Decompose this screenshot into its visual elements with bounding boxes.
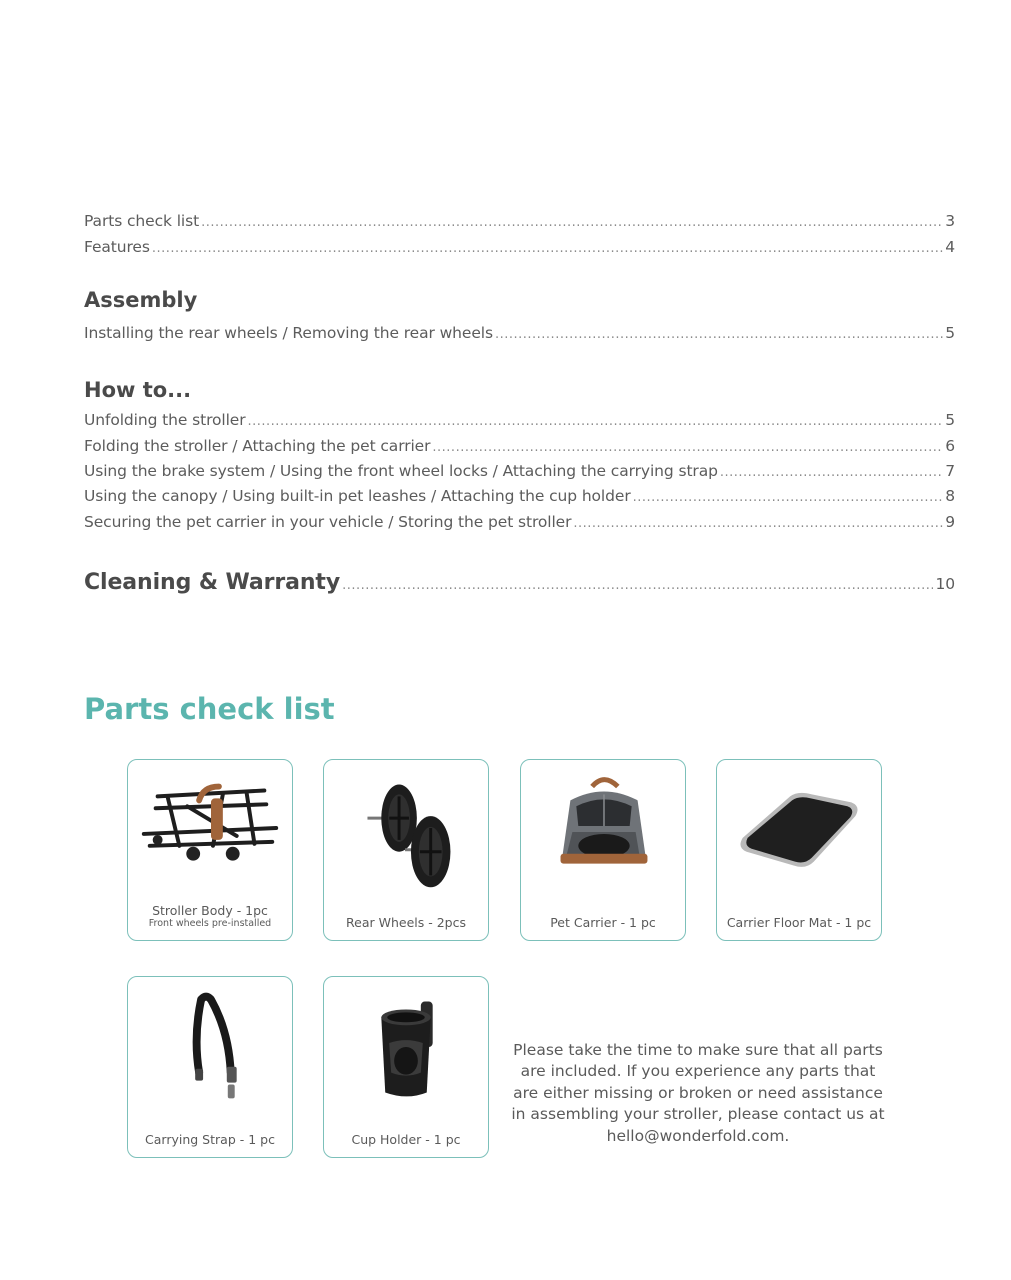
toc-entry-rear-wheels[interactable] [84,324,955,342]
toc-leader-dots [495,327,943,342]
rear-wheels-icon [324,760,488,900]
toc-leader-dots [248,414,944,429]
toc-entry-page: 7 [945,462,955,480]
toc-entry-canopy[interactable] [84,487,955,505]
toc-leader-dots [152,241,943,256]
part-sublabel: Front wheels pre-installed [148,918,272,929]
toc-entry-label: Folding the stroller / Attaching the pet carrier [84,437,431,455]
part-card-rear-wheels [323,759,489,941]
floor-mat-icon [717,760,881,900]
parts-check-list-title: Parts check list [84,692,335,726]
toc-entry-page: 4 [945,238,955,256]
toc-entry-folding[interactable] [84,437,955,455]
cup-holder-icon [324,977,488,1117]
toc-entry-page: 9 [945,513,955,531]
part-card-stroller-body [127,759,293,941]
parts-note: Please take the time to make sure that all parts are included. If you experience any parts that are either missing or broken or need assistance in assembling your stroller, please contact us at hello@wonderfold.com. [511,1040,885,1145]
part-caption [521,915,685,930]
toc-entry-page: 8 [945,487,955,505]
toc-entry-page: 6 [945,437,955,455]
toc-leader-dots [342,578,933,593]
toc-entry-label: Installing the rear wheels / Removing the rear wheels [84,324,493,342]
toc-leader-dots [720,465,943,480]
toc-entry-label: Securing the pet carrier in your vehicle / Storing the pet stroller [84,513,572,531]
toc-entry-page: 5 [945,411,955,429]
toc-entry-securing[interactable] [84,513,955,531]
toc-entry-page: 5 [945,324,955,342]
part-label: Stroller Body - 1pc [152,903,268,918]
toc-entry-parts-check-list[interactable] [84,212,955,230]
toc-leader-dots [201,215,943,230]
carrying-strap-icon [128,977,292,1117]
toc-entry-label: Parts check list [84,212,200,230]
part-caption [128,903,292,930]
toc-entry-features[interactable] [84,238,955,256]
toc-entry-page: 10 [935,575,955,593]
toc-section-heading-howto: How to... [84,378,192,402]
toc-entry-brake-system[interactable] [84,462,955,480]
pet-carrier-icon [521,760,685,900]
toc-section-heading-assembly: Assembly [84,288,198,312]
part-label: Carrying Strap - 1 pc [145,1132,275,1147]
toc-entry-label: Features [84,238,150,256]
part-caption [324,915,488,930]
toc-entry-cleaning-warranty[interactable] [84,570,955,595]
toc-leader-dots [573,516,943,531]
part-caption [128,1132,292,1147]
folded-stroller-icon [128,760,292,900]
part-caption [324,1132,488,1147]
part-card-carrying-strap [127,976,293,1158]
toc-leader-dots [633,490,944,505]
part-caption [717,915,881,930]
toc-entry-unfolding[interactable] [84,411,955,429]
part-label: Carrier Floor Mat - 1 pc [726,915,872,930]
part-label: Rear Wheels - 2pcs [346,915,466,930]
toc-leader-dots [432,440,943,455]
toc-entry-label: Unfolding the stroller [84,411,246,429]
part-card-pet-carrier [520,759,686,941]
toc-entry-page: 3 [945,212,955,230]
toc-entry-label: Using the canopy / Using built-in pet leashes / Attaching the cup holder [84,487,631,505]
part-label: Cup Holder - 1 pc [351,1132,461,1147]
toc-entry-label: Using the brake system / Using the front wheel locks / Attaching the carrying strap [84,462,718,480]
part-label: Pet Carrier - 1 pc [550,915,656,930]
part-card-cup-holder [323,976,489,1158]
toc-entry-label: Cleaning & Warranty [84,570,341,595]
part-card-floor-mat [716,759,882,941]
